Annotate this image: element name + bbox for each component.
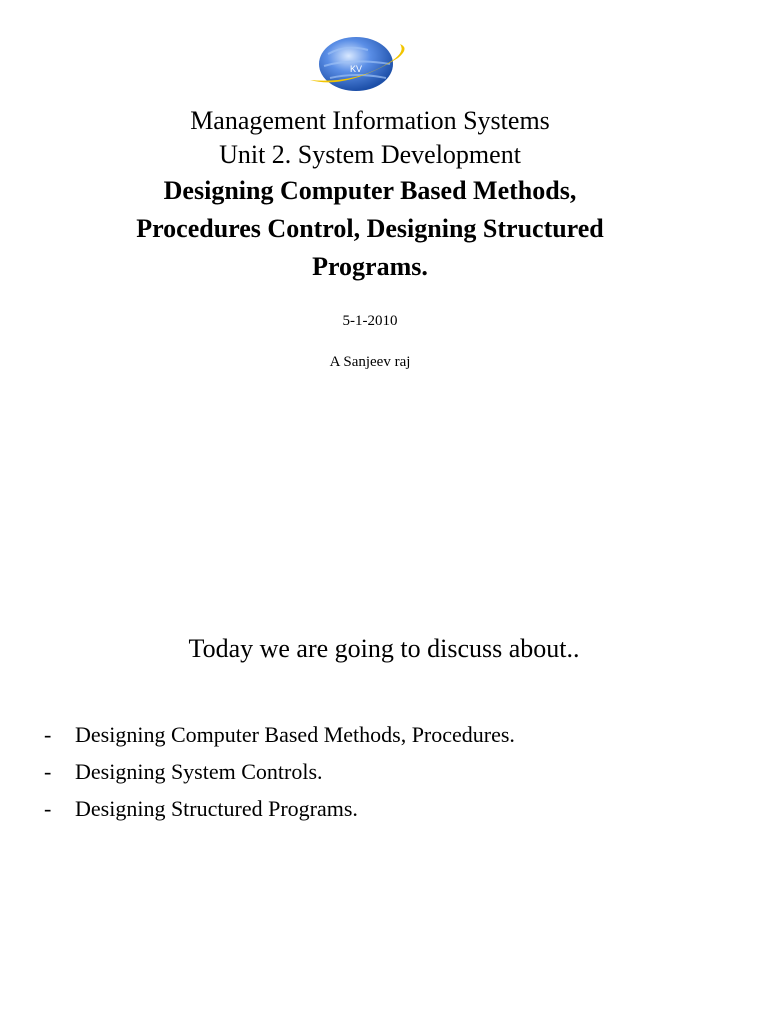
agenda-list <box>44 716 515 827</box>
bullet-dash: - <box>44 722 52 747</box>
unit-title: Unit 2. System Development <box>219 140 521 169</box>
title-block <box>0 104 740 286</box>
topic-title-line-1: Designing Computer Based Methods, <box>163 176 577 205</box>
topic-title-line-3: Programs. <box>312 252 428 281</box>
globe-logo-icon <box>306 34 410 94</box>
bullet-dash: - <box>44 796 52 821</box>
logo-text: KV <box>350 64 363 74</box>
list-item <box>44 753 515 790</box>
list-item <box>44 790 515 827</box>
list-item <box>44 716 515 753</box>
date: 5-1-2010 <box>342 313 398 329</box>
topic-title-line-2: Procedures Control, Designing Structured <box>136 214 604 243</box>
agenda-heading: Today we are going to discuss about.. <box>188 634 580 663</box>
author: A Sanjeev raj <box>329 354 411 370</box>
list-item-text: Designing Structured Programs. <box>75 796 358 821</box>
list-item-text: Designing Computer Based Methods, Procedures. <box>75 722 515 747</box>
course-title: Management Information Systems <box>190 106 550 135</box>
list-item-text: Designing System Controls. <box>75 759 323 784</box>
bullet-dash: - <box>44 759 52 784</box>
